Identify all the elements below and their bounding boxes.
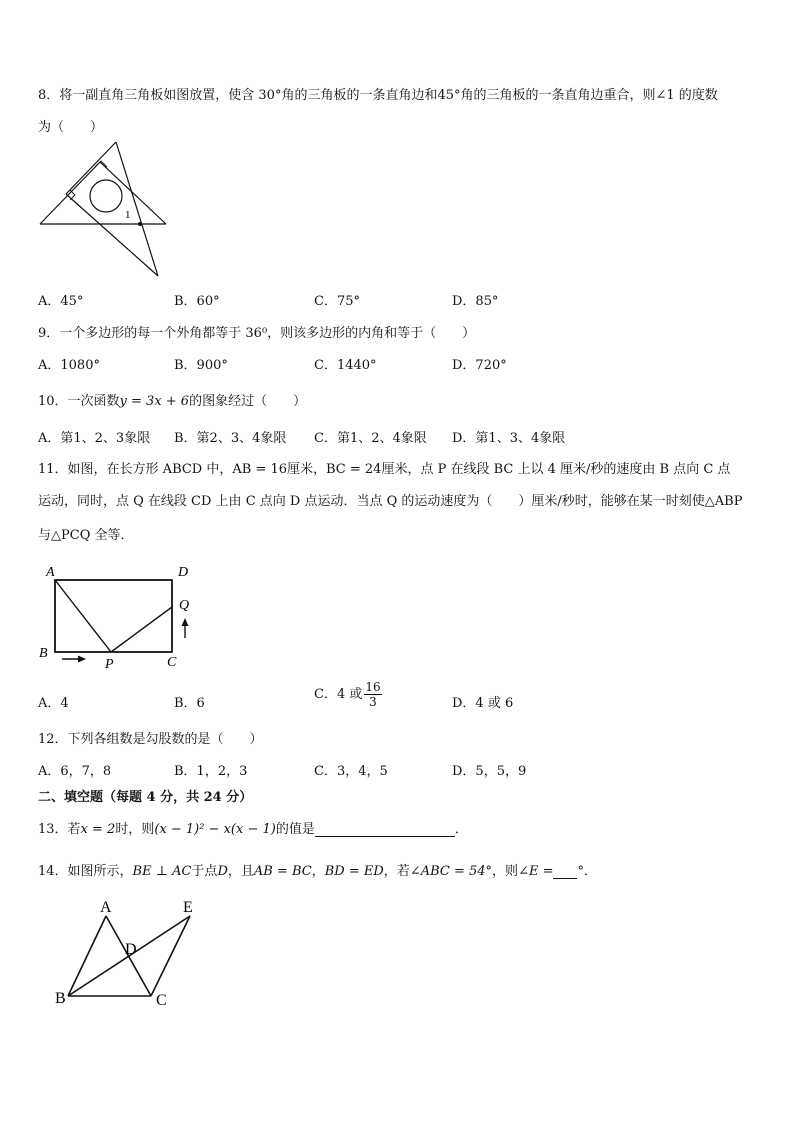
q14-text11: ，则 <box>492 864 519 879</box>
q14-text2: BE ⊥ AC <box>132 864 192 879</box>
q14-stem <box>38 860 597 879</box>
q11-option-c-text: C．4 或 <box>314 687 363 702</box>
q13-mid: 时，则 <box>115 822 155 837</box>
q11-stem-line3: 与△PCQ 全等． <box>38 528 134 543</box>
q11-rectangle-figure <box>36 560 206 672</box>
q14-label-d: D <box>125 941 137 958</box>
q11-stem-line1: 11．如图，在长方形 ABCD 中，AB = 16厘米，BC = 24厘米，点 P 在线段 BC 上以 4 厘米/秒的速度由 B 点向 C 点 <box>38 462 731 477</box>
q13-end: ． <box>454 822 468 837</box>
q10-option-b: B．第2、3、4象限 <box>174 431 287 446</box>
q11-label-a: A <box>46 565 55 580</box>
q10-stem <box>38 390 306 409</box>
q8-stem-line2: 为（ ） <box>38 120 104 135</box>
q10-formula: y = 3x + 6 <box>119 394 190 409</box>
q14-label-c: C <box>156 992 167 1009</box>
q14-answer-blank[interactable] <box>553 878 577 879</box>
q12-option-d: D．5，5，9 <box>452 764 527 779</box>
q11-option-b: B．6 <box>174 696 205 711</box>
q12-option-b: B．1，2，3 <box>174 764 248 779</box>
q13-condition: x = 2 <box>80 822 116 837</box>
q8-option-b: B．60° <box>174 294 220 309</box>
section-title: 二、填空题（每题 4 分，共 24 分） <box>38 790 253 805</box>
q9-option-b: B．900° <box>174 358 228 373</box>
q11-option-c-fraction <box>364 680 381 709</box>
q11-label-p: P <box>105 657 114 672</box>
q9-option-d: D．720° <box>452 358 507 373</box>
q8-triangles-figure <box>36 140 170 280</box>
q8-angle-label: 1 <box>125 209 131 221</box>
q10-option-d: D．第1、3、4象限 <box>452 431 566 446</box>
q11-option-a: A．4 <box>38 696 69 711</box>
q9-option-a: A．1080° <box>38 358 100 373</box>
q14-text7: ， <box>311 864 325 879</box>
q14-text6: AB = BC <box>253 864 312 879</box>
q14-text5: ，且 <box>227 864 254 879</box>
q13-answer-blank[interactable] <box>315 836 455 837</box>
q11-option-c <box>314 680 382 709</box>
q9-stem: 9．一个多边形的每一个外角都等于 36⁰，则该多边形的内角和等于（ ） <box>38 326 476 341</box>
q13-stem <box>38 818 468 837</box>
q14-text8: BD = ED <box>324 864 384 879</box>
q14-label-a: A <box>100 899 112 916</box>
fraction-numerator: 16 <box>365 680 381 694</box>
q14-label-e: E <box>183 899 193 916</box>
q11-stem-line2: 运动，同时，点 Q 在线段 CD 上由 C 点向 D 点运动．当点 Q 的运动速度为（ ）厘米/秒时，能够在某一时刻使△ABP <box>38 494 743 509</box>
q14-triangle-figure <box>50 896 210 1012</box>
q11-option-d: D．4 或 6 <box>452 696 514 711</box>
q10-option-c: C．第1、2、4象限 <box>314 431 427 446</box>
q14-text10: ∠ABC = 54° <box>409 864 493 879</box>
q10-suffix: 的图象经过（ ） <box>189 394 307 409</box>
q8-option-c: C．75° <box>314 294 360 309</box>
q13-suffix: 的值是 <box>275 822 315 837</box>
q10-option-a: A．第1、2、3象限 <box>38 431 151 446</box>
q12-option-a: A．6，7，8 <box>38 764 112 779</box>
q14-text13: °． <box>577 864 597 879</box>
q11-label-c: C <box>167 655 177 670</box>
q8-option-a: A．45° <box>38 294 84 309</box>
q9-option-c: C．1440° <box>314 358 377 373</box>
q14-text9: ，若 <box>383 864 410 879</box>
q12-option-c: C．3，4，5 <box>314 764 388 779</box>
q14-text3: 于点 <box>191 864 218 879</box>
q12-stem: 12．下列各组数是勾股数的是（ ） <box>38 732 263 747</box>
q14-text12: ∠E = <box>518 864 554 879</box>
q13-expression: (x − 1)² − x(x − 1) <box>154 822 276 837</box>
q14-text1: 14．如图所示， <box>38 864 133 879</box>
q14-label-b: B <box>55 990 66 1007</box>
q13-prefix: 13．若 <box>38 822 81 837</box>
q14-text4: D <box>217 864 228 879</box>
q8-option-d: D．85° <box>452 294 499 309</box>
q11-label-d: D <box>178 565 189 580</box>
q11-label-q: Q <box>179 598 190 613</box>
q11-label-b: B <box>39 646 48 661</box>
q8-stem-line1: 8．将一副直角三角板如图放置，使含 30°角的三角板的一条直角边和45°角的三角板的一条直角边重合，则∠1 的度数 <box>38 88 718 103</box>
q10-prefix: 10．一次函数 <box>38 394 120 409</box>
fraction-denominator: 3 <box>369 695 377 709</box>
